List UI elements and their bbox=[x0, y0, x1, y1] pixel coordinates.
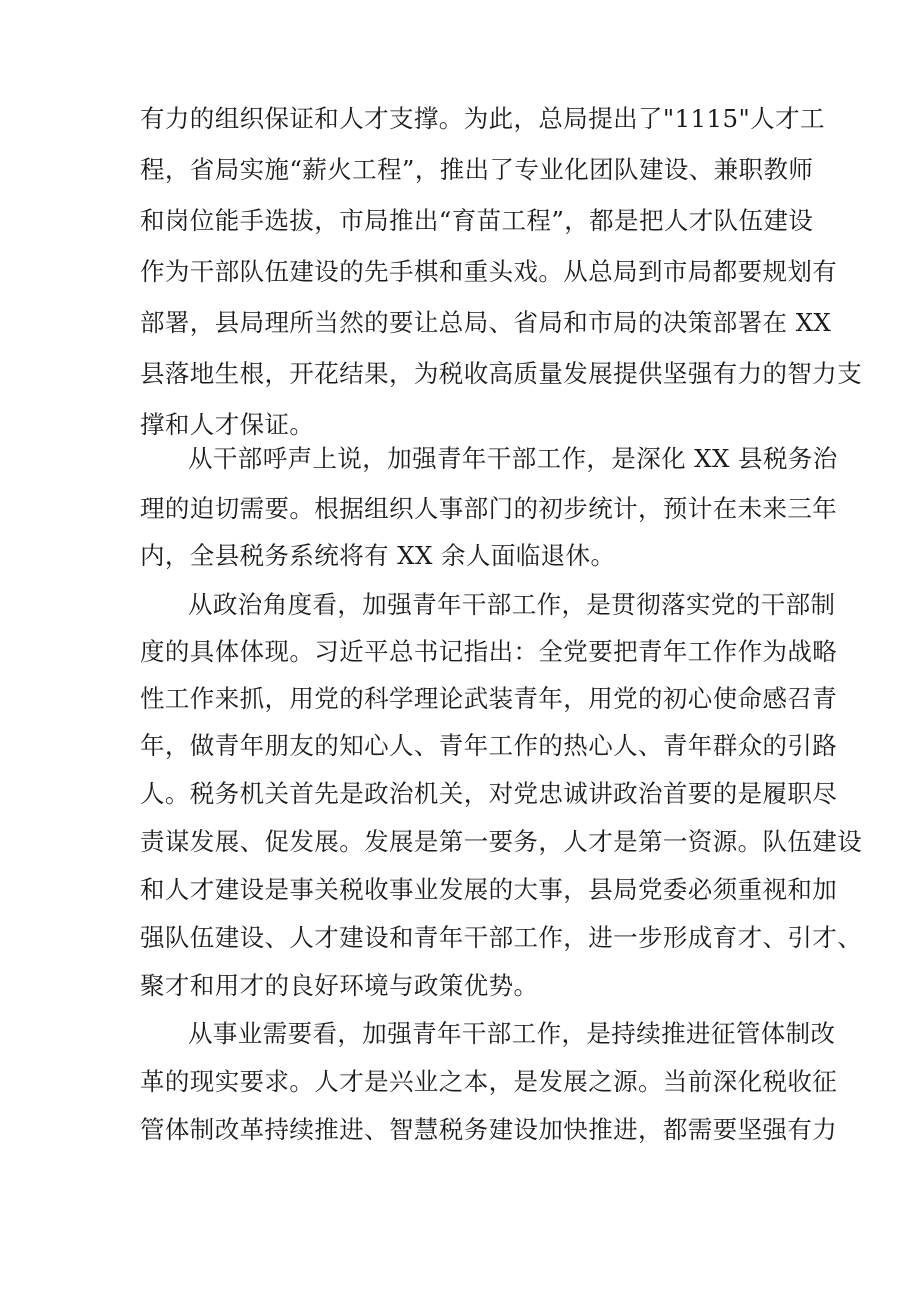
text-line: 县落地生根，开花结果，为税收高质量发展提供坚强有力的智力支 bbox=[140, 359, 863, 388]
text-line: 度的具体体现。习近平总书记指出：全党要把青年工作作为战略 bbox=[140, 637, 838, 666]
text-line: 内，全县税务系统将有 XX 余人面临退休。 bbox=[140, 541, 616, 570]
text-line: 部署，县局理所当然的要让总局、省局和市局的决策部署在 XX bbox=[140, 308, 832, 337]
text-line: 强队伍建设、人才建设和青年干部工作，进一步形成育才、引才、 bbox=[140, 923, 863, 952]
text-line: 管体制改革持续推进、智慧税务建设加快推进，都需要坚强有力 bbox=[140, 1115, 838, 1144]
text-line: 理的迫切需要。根据组织人事部门的初步统计，预计在未来三年 bbox=[140, 494, 838, 523]
text-line: 聚才和用才的良好环境与政策优势。 bbox=[140, 971, 539, 1000]
text-line: 革的现实要求。人才是兴业之本，是发展之源。当前深化税收征 bbox=[140, 1067, 838, 1096]
text-line: 年，做青年朋友的知心人、青年工作的热心人、青年群众的引路 bbox=[140, 731, 838, 760]
text-line: 人。税务机关首先是政治机关，对党忠诚讲政治首要的是履职尽 bbox=[140, 779, 838, 808]
paragraph-first-line: 从政治角度看，加强青年干部工作，是贯彻落实党的干部制 bbox=[188, 590, 836, 619]
text-line: 作为干部队伍建设的先手棋和重头戏。从总局到市局都要规划有 bbox=[140, 257, 838, 286]
text-line: 性工作来抓，用党的科学理论武装青年，用党的初心使命感召青 bbox=[140, 684, 838, 713]
text-line: 责谋发展、促发展。发展是第一要务，人才是第一资源。队伍建设 bbox=[140, 827, 863, 856]
text-line: 有力的组织保证和人才支撑。为此，总局提出了"1115"人才工 bbox=[140, 104, 825, 133]
text-line: 和岗位能手选拔，市局推出“育苗工程”，都是把人才队伍建设 bbox=[140, 206, 814, 235]
text-line: 撑和人才保证。 bbox=[140, 410, 315, 439]
paragraph-first-line: 从事业需要看，加强青年干部工作，是持续推进征管体制改 bbox=[188, 1019, 836, 1048]
paragraph-first-line: 从干部呼声上说，加强青年干部工作，是深化 XX 县税务治 bbox=[188, 444, 838, 473]
text-line: 程，省局实施“薪火工程”，推出了专业化团队建设、兼职教师 bbox=[140, 155, 814, 184]
text-line: 和人才建设是事关税收事业发展的大事，县局党委必须重视和加 bbox=[140, 875, 838, 904]
